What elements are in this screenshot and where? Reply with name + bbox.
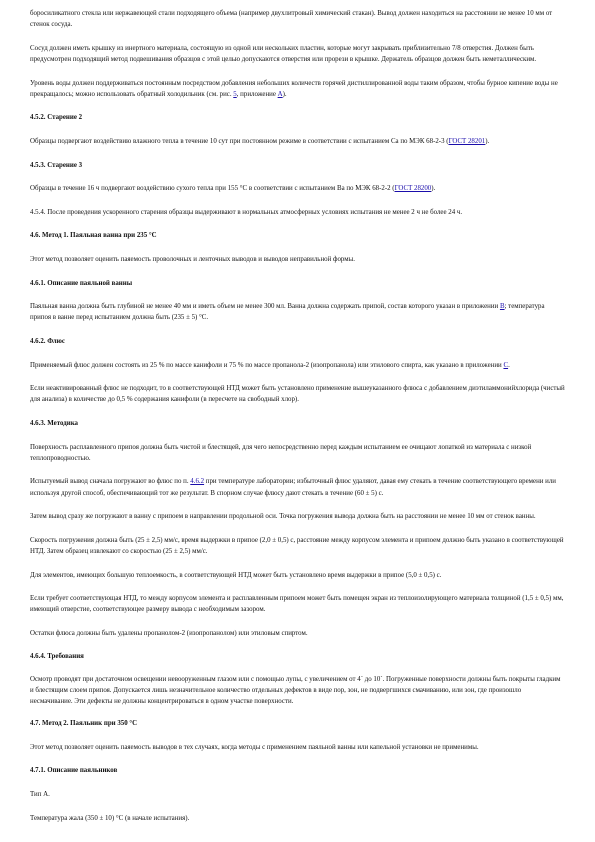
heading-flux: 4.6.2. Флюс [30, 337, 65, 345]
link-appendix-b[interactable]: В [499, 303, 505, 311]
paragraph-water-level: Уровень воды должен поддерживаться постоянным посредством добавления небольших количеств горячей дистиллированной воды таким образом, чтобы бурное кипение воды не прекращалось; можно использовать обратный холодильник (см. рис. 5, приложение А). [30, 79, 558, 98]
paragraph-procedure-speed: Скорость погружения должна быть (25 ± 2,5) мм/с, время выдержки в припое (2,0 ± 0,5) с, расстояние между корпусом элемента и припоем должно быть указано в соответствующей НТД. Затем образец извлекают со скоростью (25 ± 2,5) мм/с. [30, 536, 564, 555]
heading-aging-3: 4.5.3. Старение 3 [30, 161, 83, 169]
paragraph-procedure-heat-capacity: Для элементов, имеющих большую теплоемкость, в соответствующей НТД может быть установлено время выдержки в припое (5,0 ± 0,5) с. [30, 571, 442, 579]
paragraph-type-a: Тип А. [30, 791, 50, 799]
paragraph-vessel-material: боросиликатного стекла или нержавеющей стали подходящего объема (например двухлитровый химический стакан). Вывод должен находиться на расстоянии не менее 10 мм от стенок сосуда. [30, 10, 553, 29]
link-gost-28200[interactable]: ГОСТ 28200 [394, 185, 432, 193]
paragraph-tip-temperature: Температура жала (350 ± 10) °С (в начале испытания). [30, 814, 190, 822]
paragraph-procedure-cleaning: Остатки флюса должны быть удалены пропанолом-2 (изопропанолом) или этиловым спиртом. [30, 629, 308, 637]
heading-requirements: 4.6.4. Требования [30, 653, 84, 661]
paragraph-solder-bath: Паяльная ванна должна быть глубиной не менее 40 мм и иметь объем не менее 300 мл. Ванна должна содержать припой, состав которого указан в приложении В; температура припоя в ванне перед испытанием должна быть (235 ± 5) °С. [30, 303, 545, 322]
heading-method-1: 4.6. Метод 1. Паяльная ванна при 235 °С [30, 232, 157, 240]
paragraph-procedure-screen: Если требует соответствующая НТД, то между корпусом элемента и расплавленным припоем может быть помещен экран из теплоизолирующего материала толщиной (1,5 ± 0,5) мм, имеющий отверстие, соответствующее размеру вывода с необходимым зазором. [30, 595, 564, 614]
heading-aging-2: 4.5.2. Старение 2 [30, 114, 83, 122]
heading-soldering-irons: 4.7.1. Описание паяльников [30, 767, 118, 775]
paragraph-procedure-surface: Поверхность расплавленного припоя должна быть чистой и блестящей, для чего непосредственно перед каждым испытанием ее очищают лопаткой из материала с низкой теплопроводностью. [30, 443, 532, 462]
paragraph-vessel-lid: Сосуд должен иметь крышку из инертного материала, состоящую из одной или нескольких пластин, которые могут закрывать приблизительно 7/8 отверстия. Должен быть предусмотрен подходящий метод подвешивания образцов с этой целью допускаются отверстия или прорези в крышке. Держатель образцов должен быть неметаллическим. [30, 44, 537, 63]
paragraph-procedure-flux-dip: Испытуемый вывод сначала погружают во флюс по п. 4.6.2 при температуре лаборатории; избыточный флюс удаляют, давая ему стекать в течение соответствующего времени или используя другой способ, обеспечивающий тот же результат. В спорном случае флюсу дают стекать в течение (60 ± 5) с. [30, 478, 556, 497]
paragraph-4-5-4: 4.5.4. После проведения ускоренного старения образцы выдерживают в нормальных атмосферных условиях испытания не менее 2 ч не более 24 ч. [30, 208, 463, 216]
heading-procedure: 4.6.3. Методика [30, 419, 79, 427]
link-gost-28201[interactable]: ГОСТ 28201 [448, 137, 486, 145]
paragraph-procedure-immersion: Затем вывод сразу же погружают в ванну с припоем в направлении продольной оси. Точка погружения вывода должна быть на расстоянии не менее 10 мм от стенок ванны. [30, 513, 536, 521]
paragraph-flux-composition: Применяемый флюс должен состоять из 25 % по массе канифоли и 75 % по массе пропанола-2 (изопропанола) или этилового спирта, как указано в приложении С. [30, 361, 510, 369]
paragraph-method-1: Этот метод позволяет оценить паяемость проволочных и ленточных выводов и выводов неправильной формы. [30, 255, 355, 263]
link-appendix-a[interactable]: А [277, 90, 283, 98]
paragraph-method-2: Этот метод позволяет оценить паяемость выводов в тех случаях, когда методы с применением паяльной ванны или капельной установки не применимы. [30, 743, 479, 751]
paragraph-aging-2: Образцы подвергают воздействию влажного тепла в течение 10 сут при постоянном режиме в соответствии с испытанием Са по МЭК 68-2-3 (ГОСТ 28201). [30, 137, 490, 145]
link-section-4-6-2[interactable]: 4.6.2 [190, 478, 205, 486]
link-figure-5[interactable]: 5 [233, 90, 237, 98]
paragraph-aging-3: Образцы в течение 16 ч подвергают воздействию сухого тепла при 155 °С в соответствии с испытанием Ва по МЭК 68-2-2 (ГОСТ 28200). [30, 185, 436, 193]
paragraph-requirements: Осмотр проводят при достаточном освещении невооруженным глазом или с помощью лупы, с увеличением от 4´ до 10´. Погруженные поверхности должны быть покрыты гладким и блестящим слоем припоя. Допускается лишь незначительное количество отдельных дефектов в виде пор, зон, не подвергшихся смачиванию, или зон, где произошло несмачивание. Эти дефекты не должны концентрироваться в одном участке поверхности. [30, 675, 561, 706]
paragraph-flux-activated: Если неактивированный флюс не подходит, то в соответствующей НТД может быть установлено применение вышеуказанного флюса с добавлением диэтиламмонийхлорида (чистый для анализа) в количестве до 0,5 % содержания канифоли (в пересчете на свободный хлор). [30, 385, 565, 404]
heading-solder-bath: 4.6.1. Описание паяльной ванны [30, 279, 133, 287]
heading-method-2: 4.7. Метод 2. Паяльник при 350 °С [30, 720, 138, 728]
link-appendix-c[interactable]: С [503, 361, 509, 369]
